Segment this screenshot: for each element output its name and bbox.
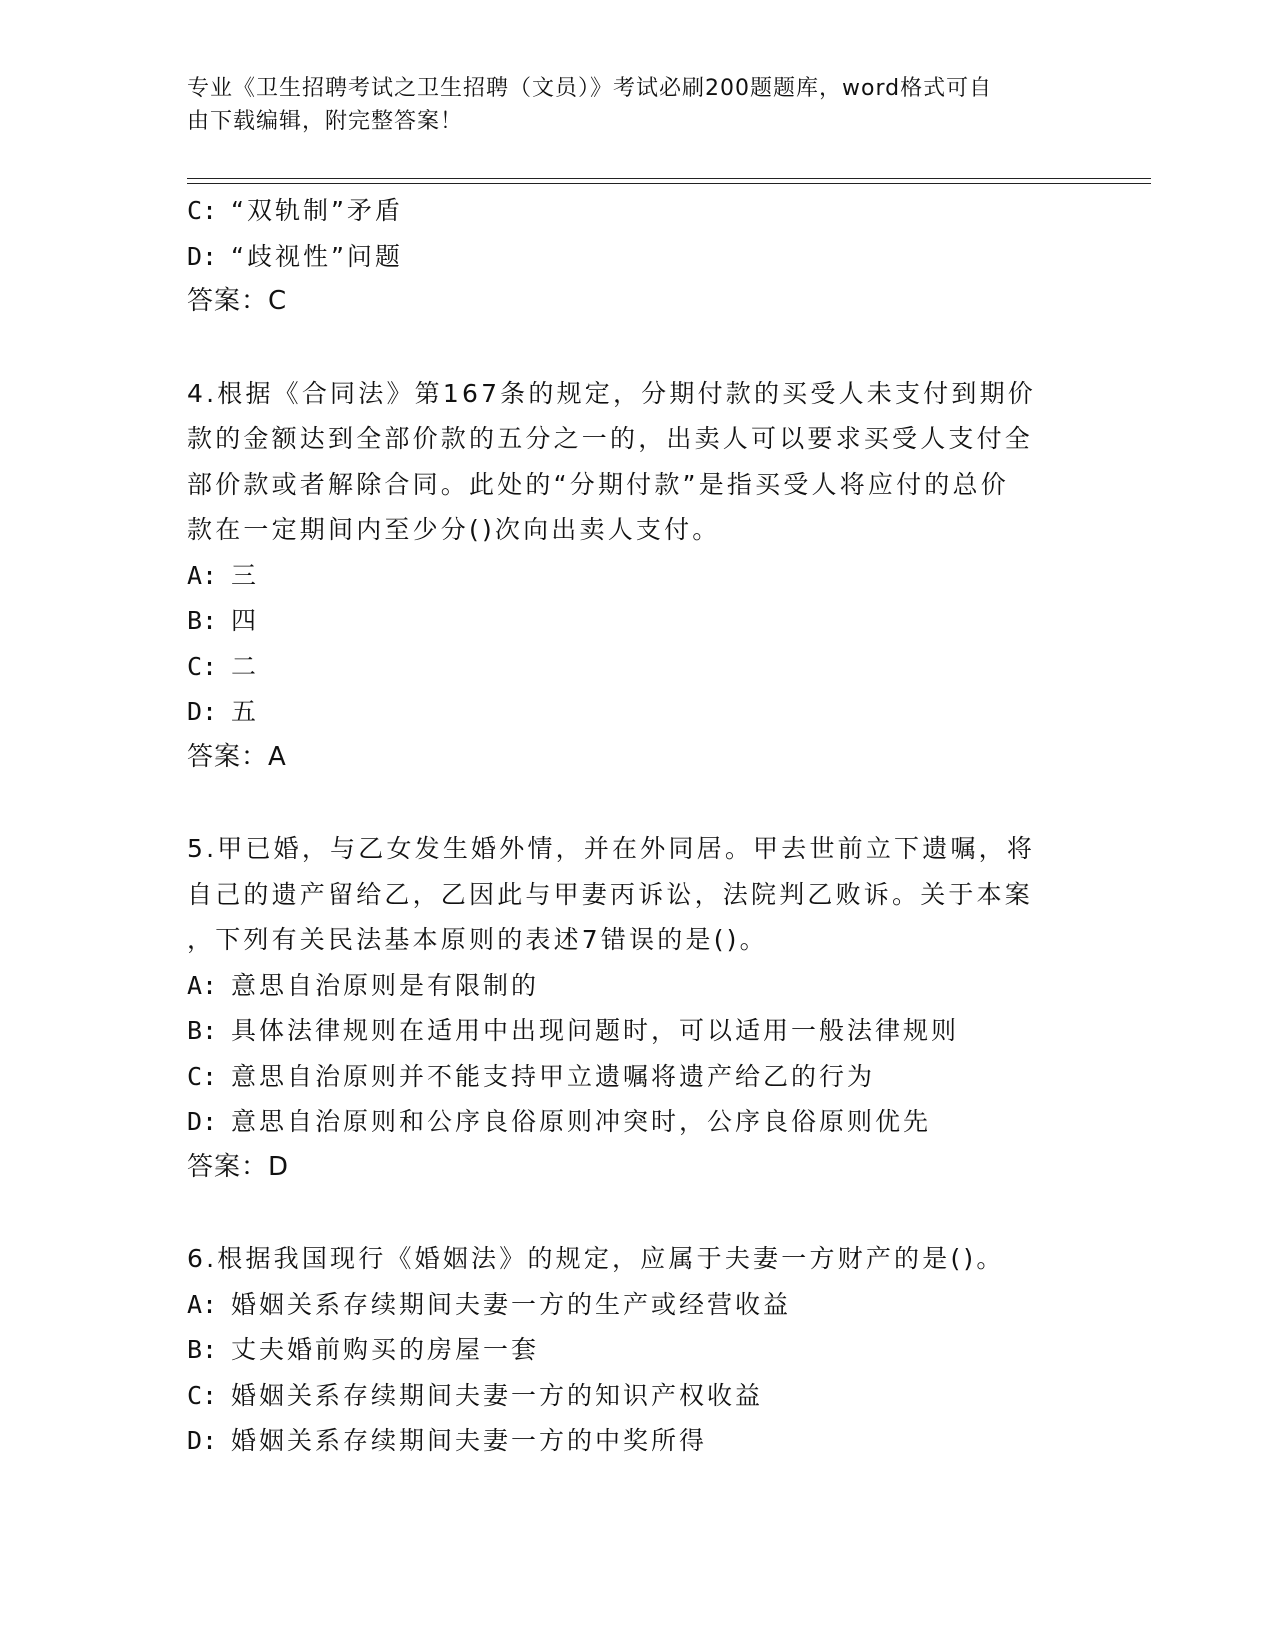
question-3-tail: [187, 188, 1087, 325]
option-text: 二: [231, 651, 260, 681]
option-key: A:: [187, 560, 218, 590]
stem-line: 5.甲已婚，与乙女发生婚外情，并在外同居。甲去世前立下遗嘱，将: [187, 834, 1036, 863]
header-rule-bottom: [187, 183, 1151, 184]
option-d: [187, 689, 1087, 735]
question-stem: [187, 1236, 1087, 1282]
option-c: [187, 1373, 1087, 1419]
option-text: 四: [231, 606, 260, 635]
option-b: [187, 1327, 1087, 1373]
option-c: [187, 1054, 1087, 1100]
answer-line: 答案：A: [187, 741, 287, 772]
option-text: 三: [231, 560, 260, 590]
option-key: A:: [187, 970, 218, 1000]
option-b: [187, 598, 1087, 644]
option-key: C:: [187, 1061, 218, 1091]
option-a: [187, 553, 1087, 599]
option-a: [187, 963, 1087, 1009]
header-line-2: 由下载编辑，附完整答案！: [187, 109, 464, 134]
option-text: “歧视性”问题: [231, 241, 403, 271]
stem-line: 部价款或者解除合同。此处的“分期付款”是指买受人将应付的总价: [187, 469, 1009, 499]
option-a: [187, 1282, 1087, 1328]
option-key: D:: [187, 1426, 218, 1455]
option-text: 意思自治原则和公序良俗原则冲突时，公序良俗原则优先: [231, 1107, 932, 1136]
stem-line: 款的金额达到全部价款的五分之一的，出卖人可以要求买受人支付全: [187, 424, 1034, 453]
option-text: 婚姻关系存续期间夫妻一方的生产或经营收益: [231, 1289, 792, 1319]
option-text: 具体法律规则在适用中出现问题时，可以适用一般法律规则: [231, 1016, 960, 1045]
question-stem: [187, 371, 1087, 553]
option-key: D:: [187, 241, 218, 271]
option-key: D:: [187, 697, 218, 726]
option-b: [187, 1008, 1087, 1054]
question-content: [187, 188, 1087, 1464]
stem-line: 款在一定期间内至少分()次向出卖人支付。: [187, 515, 721, 544]
stem-line: 6.根据我国现行《婚姻法》的规定，应属于夫妻一方财产的是()。: [187, 1244, 1005, 1273]
option-c: [187, 188, 1087, 234]
question-4: [187, 371, 1087, 781]
option-key: C:: [187, 196, 218, 225]
option-key: C:: [187, 651, 218, 681]
option-d: [187, 1099, 1087, 1145]
answer-line: 答案：D: [187, 1151, 290, 1182]
option-d: [187, 1418, 1087, 1464]
option-key: B:: [187, 1016, 218, 1045]
question-stem: [187, 826, 1087, 963]
option-text: 丈夫婚前购买的房屋一套: [231, 1335, 540, 1364]
header-rule-top: [187, 178, 1151, 179]
question-6: [187, 1236, 1087, 1464]
option-key: C:: [187, 1380, 218, 1410]
option-key: B:: [187, 1335, 218, 1364]
question-5: [187, 826, 1087, 1190]
option-text: 意思自治原则并不能支持甲立遗嘱将遗产给乙的行为: [231, 1061, 876, 1091]
option-text: 五: [231, 697, 260, 726]
stem-line: ，下列有关民法基本原则的表述7错误的是()。: [187, 925, 768, 954]
header-line-1: 专业《卫生招聘考试之卫生招聘（文员）》考试必刷200题题库，word格式可自: [187, 76, 993, 101]
answer-line: 答案：C: [187, 286, 288, 316]
option-key: A:: [187, 1289, 218, 1319]
option-c: [187, 644, 1087, 690]
stem-line: 自己的遗产留给乙，乙因此与甲妻丙诉讼，法院判乙败诉。关于本案: [187, 879, 1034, 909]
option-text: 婚姻关系存续期间夫妻一方的中奖所得: [231, 1426, 708, 1455]
option-key: D:: [187, 1107, 218, 1136]
option-text: 意思自治原则是有限制的: [231, 970, 540, 1000]
page-header: [187, 72, 1067, 138]
option-d: [187, 234, 1087, 280]
stem-line: 4.根据《合同法》第167条的规定，分期付款的买受人未支付到期价: [187, 378, 1036, 408]
option-key: B:: [187, 606, 218, 635]
option-text: “双轨制”矛盾: [231, 196, 403, 225]
option-text: 婚姻关系存续期间夫妻一方的知识产权收益: [231, 1380, 764, 1410]
